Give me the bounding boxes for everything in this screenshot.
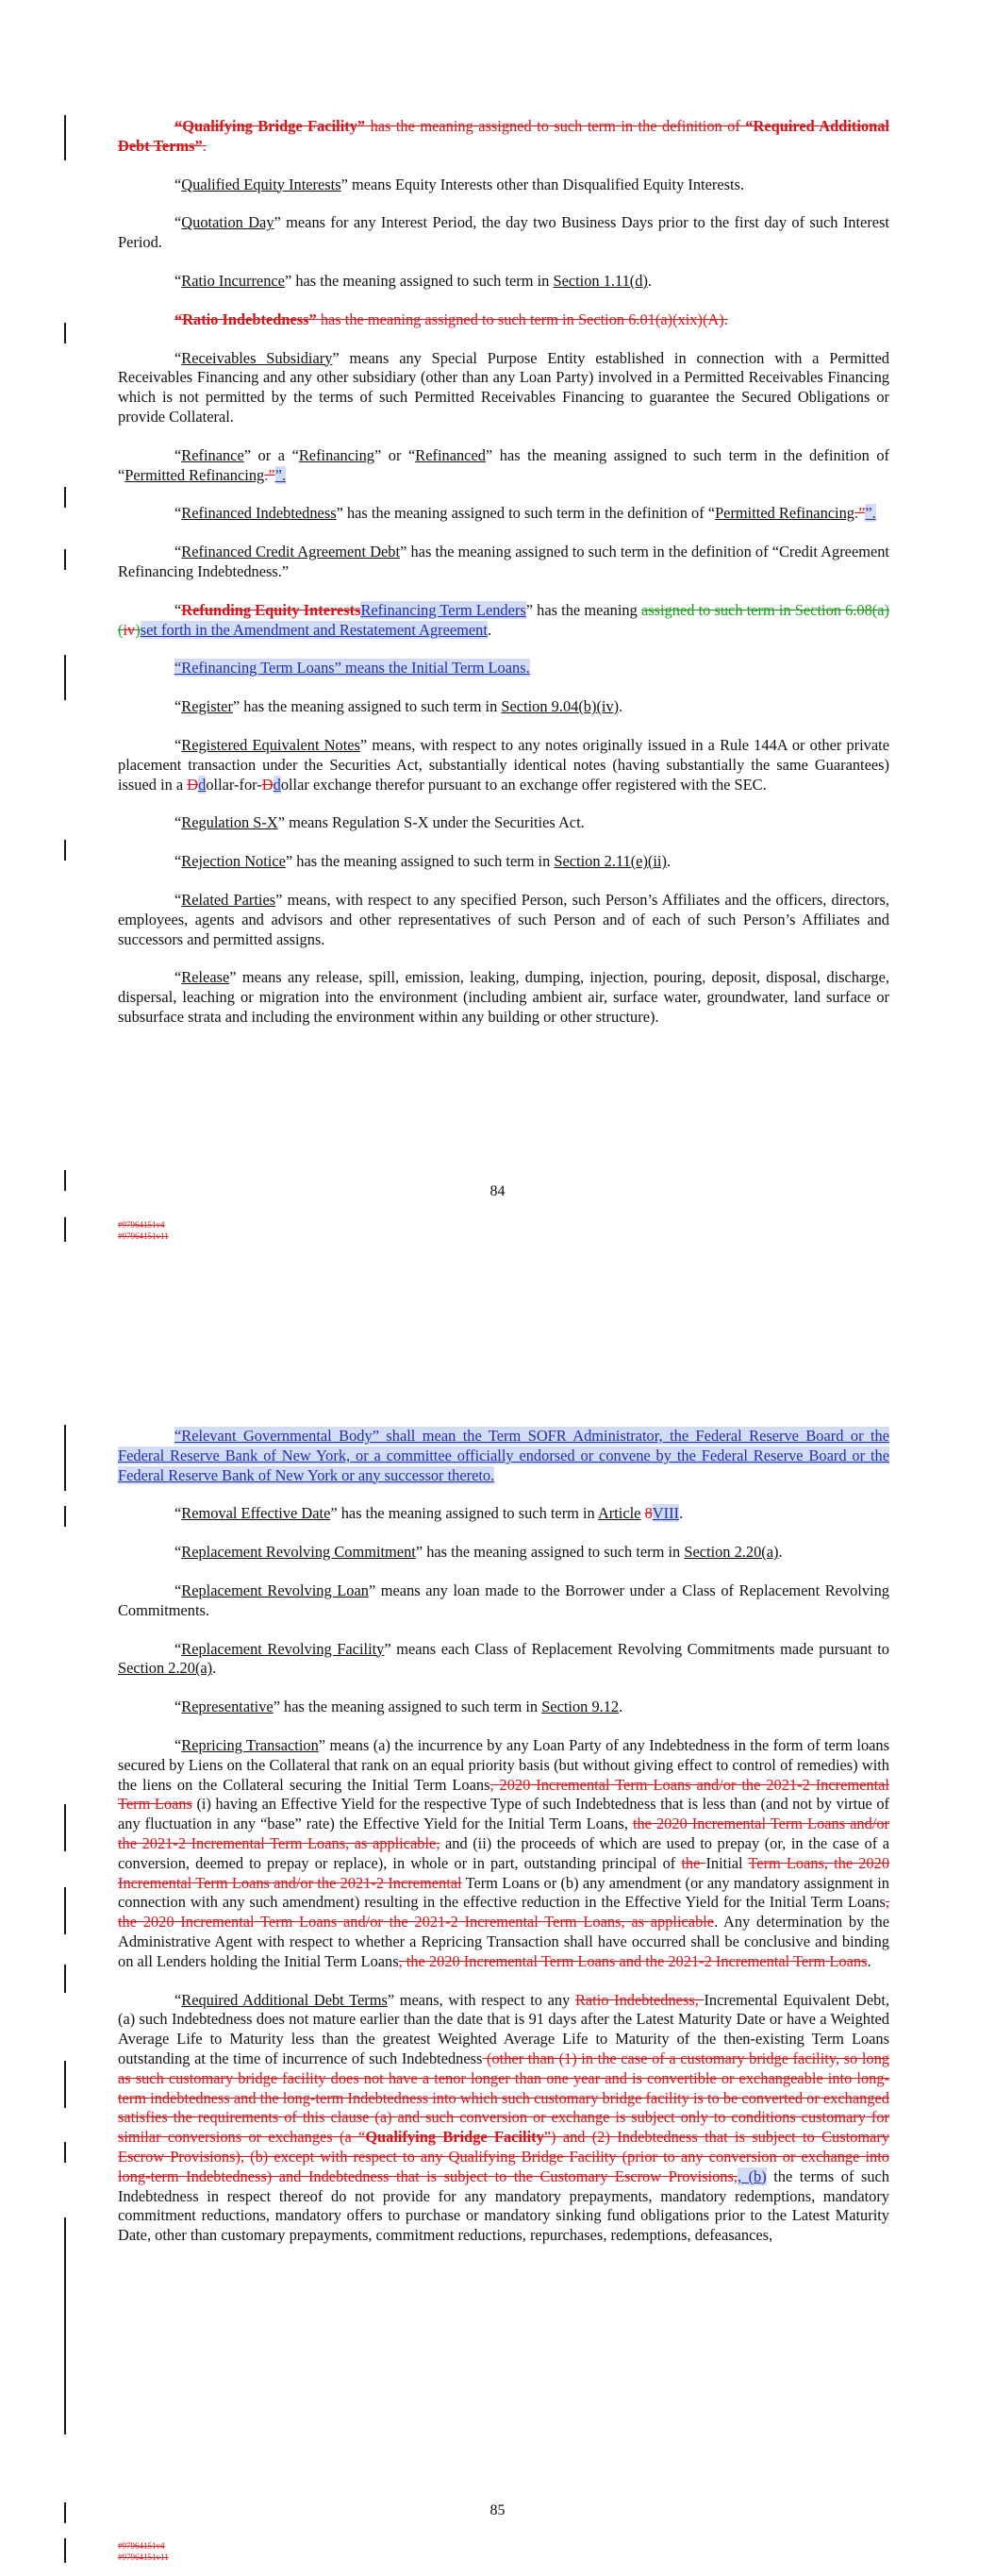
defined-term: Register	[181, 697, 233, 716]
defined-term: Required Additional Debt Terms	[181, 1990, 388, 2009]
definition-paragraph	[118, 310, 889, 330]
defined-term: Rejection Notice	[181, 852, 286, 871]
change-bar	[64, 655, 66, 700]
text-run: ollar exchange therefor pursuant to an exchange offer registered with the SEC.	[280, 775, 767, 794]
definition-paragraph	[118, 117, 889, 157]
defined-term: Removal Effective Date	[181, 1504, 331, 1523]
text-run: “	[174, 1698, 182, 1716]
definition-paragraph	[118, 504, 889, 524]
text-run: .	[212, 1659, 217, 1678]
change-bar	[64, 1506, 66, 1527]
text-run: “	[174, 1543, 182, 1562]
definition-paragraph	[118, 1581, 889, 1621]
text-run: “	[174, 175, 182, 193]
inserted-text: VIII	[652, 1504, 679, 1523]
defined-term: Receivables Subsidiary	[181, 348, 333, 367]
text-run: .	[487, 620, 492, 639]
text-run: .	[619, 697, 623, 716]
change-bar	[64, 2061, 66, 2108]
text-run: .	[778, 1543, 783, 1562]
defined-term: Replacement Revolving Loan	[181, 1581, 369, 1599]
text-run: the terms of such Indebtedness in respect thereof do not provide for any mandatory prepayments, mandatory redemptions, mandatory commitment reductions, mandatory offers to purchase or mandatory sinking fund obligations prior to the Latest Maturity Date, other than customary prepayments, commitment reductions, repurchases, redemptions, defeasances,	[118, 2166, 889, 2245]
definition-paragraph	[118, 601, 889, 641]
change-bar	[64, 2142, 66, 2163]
text-run: ” means any loan made to the Borrower under a Class of Replacement Revolving Commitments.	[118, 1581, 889, 1619]
text-run: “	[174, 1639, 182, 1658]
defined-term: Ratio Incurrence	[181, 271, 285, 290]
definition-paragraph	[118, 176, 889, 195]
defined-term: Section 9.12	[541, 1698, 620, 1716]
deleted-text: D	[187, 775, 199, 794]
inserted-text: , (b)	[737, 2166, 767, 2185]
document-id: #97964151v11	[118, 2552, 169, 2562]
deleted-text: (other than (1) in the case of a customary bridge facility, so long as such customary bridge facility does not have a tenor longer than one year and is convertible or exchangeable into long-term indebtedness and the long-term Indebtedness into which such customary bridge facility is to be converted or exchanged satisfies the requirements of this clause (a) and such conversion or exchange is subject only to conditions customary for similar conversions or exchanges (a “	[118, 2049, 889, 2147]
change-bar	[64, 1887, 66, 1934]
text-run: .	[619, 1698, 623, 1716]
page-number: 85	[489, 2502, 506, 2518]
deleted-text: iv	[123, 620, 136, 639]
defined-term: Related Parties	[181, 890, 276, 909]
text-run: ” has the meaning assigned to such term in	[415, 1543, 685, 1562]
deleted-text: Refunding Equity Interests	[181, 600, 361, 619]
text-run: “	[174, 890, 182, 909]
text-run: ” means any release, spill, emission, leaking, dumping, injection, pouring, deposit, disposal, discharge, dispersal, leaching or migration into the environment (including ambient air, surface water, groundwater, land surface or subsurface strata and including the environment within any building or other structure).	[118, 968, 889, 1026]
definition-paragraph	[118, 1504, 889, 1524]
defined-term: Refinanced	[415, 445, 486, 464]
document-id: #97964151v4	[118, 1220, 165, 1229]
defined-term: Representative	[181, 1698, 274, 1716]
text-run: ” means, with respect to any notes originally issued in a Rule 144A or other private placement transaction under the Securities Act, substantially identical notes (having substantially the same Guarantees) issued in a	[118, 735, 889, 794]
defined-term: Quotation Day	[181, 213, 274, 232]
definition-paragraph	[118, 891, 889, 949]
text-run: “	[174, 813, 182, 832]
defined-term: Regulation S-X	[181, 813, 278, 832]
defined-term: Article	[597, 1504, 641, 1523]
page-85-body	[118, 1427, 889, 2265]
deleted-text: Ratio Indebtedness,	[574, 1990, 705, 2009]
defined-term: Replacement Revolving Commitment	[181, 1543, 416, 1562]
defined-term: Section 2.20(a)	[118, 1659, 213, 1678]
text-run: ” has the meaning assigned to such term in	[232, 697, 502, 716]
inserted-text: set forth in the Amendment and Restatement Agreement	[140, 620, 488, 639]
defined-term: Refinance	[181, 445, 244, 464]
change-bar	[64, 115, 66, 160]
defined-term: Refinanced Credit Agreement Debt	[181, 543, 401, 561]
text-run: “	[174, 735, 182, 754]
definition-paragraph	[118, 213, 889, 253]
change-bar	[64, 549, 66, 570]
definition-paragraph	[118, 1698, 889, 1717]
change-bar	[64, 1217, 66, 1242]
definition-paragraph	[118, 968, 889, 1027]
text-run: “	[174, 271, 182, 290]
defined-term: Section 2.11(e)(ii)	[554, 852, 667, 871]
definition-paragraph	[118, 852, 889, 872]
inserted-text: “Refinancing Term Loans” means the Initial Term Loans.	[174, 659, 530, 677]
text-run: “	[174, 697, 182, 716]
defined-term: Permitted Refinancing	[715, 504, 854, 523]
definition-paragraph	[118, 446, 889, 486]
text-run: ” has the meaning assigned to such term in	[284, 271, 554, 290]
text-run: ” means for any Interest Period, the day two Business Days prior to the first day of such Interest Period.	[118, 213, 889, 252]
text-run: ” has the meaning assigned to such term in the definition of “Credit Agreement Refinancing Indebtedness.”	[118, 543, 889, 580]
text-run: ” has the meaning assigned to such term in	[273, 1698, 542, 1716]
defined-term: Replacement Revolving Facility	[181, 1639, 385, 1658]
page-number: 84	[489, 1183, 506, 1199]
defined-term: Repricing Transaction	[181, 1735, 319, 1754]
definition-paragraph	[118, 1991, 889, 2246]
text-run: “	[174, 1581, 182, 1599]
definition-paragraph	[118, 736, 889, 795]
change-bar	[64, 2217, 66, 2434]
defined-term: Qualified Equity Interests	[181, 175, 341, 193]
definition-paragraph	[118, 1736, 889, 1972]
change-bar	[64, 487, 66, 508]
definition-paragraph	[118, 349, 889, 427]
definition-paragraph	[118, 659, 889, 678]
inserted-text: d	[198, 775, 207, 794]
defined-term: Section 9.04(b)(iv)	[501, 697, 620, 716]
deleted-text: “Qualifying Bridge Facility”	[174, 117, 366, 135]
definition-paragraph	[118, 1640, 889, 1680]
deleted-text: the	[681, 1853, 706, 1872]
change-bar	[64, 1965, 66, 1993]
change-bar	[64, 323, 66, 343]
document-id: #97964151v11	[118, 1231, 169, 1241]
deleted-text: , 2020 Incremental Term Loans and/or the 2021-2 Incremental Term Loans	[118, 1775, 889, 1814]
text-run: ” means, with respect to any specified Person, such Person’s Affiliates and the officers, directors, employees, agents and advisors and other representatives of such Person and of each of such Person’s Affiliates and successors and permitted assigns.	[118, 890, 889, 948]
text-run: ” has the meaning assigned to such term in the definition of “	[118, 445, 889, 484]
deleted-text: has the meaning assigned to such term in the definition of	[365, 117, 746, 135]
page-84-body	[118, 117, 889, 1046]
deleted-text: “Ratio Indebtedness”	[174, 309, 317, 328]
deleted-text: .”	[854, 504, 866, 523]
inserted-text: Refinancing Term Lenders	[360, 600, 526, 619]
text-run: (i) having an Effective Yield for the respective Type of such Indebtedness that is less than (and not by virtue of any fluctuation in any “base” rate) the Effective Yield for the Initial Term Loans,	[118, 1795, 889, 1833]
text-run: “	[174, 1990, 182, 2009]
document-id: #97964151v4	[118, 2541, 165, 2551]
text-run: ” means Regulation S-X under the Securities Act.	[277, 813, 585, 832]
deleted-text: the 2020 Incremental Term Loans and/or the 2021-2 Incremental Term Loans, as applicable,	[118, 1815, 889, 1852]
text-run: ” has the meaning assigned to such term in	[285, 852, 555, 871]
text-run: “	[174, 348, 182, 367]
definition-paragraph	[118, 1427, 889, 1485]
deleted-text: Qualifying Bridge Facility	[365, 2128, 544, 2147]
change-bar	[64, 840, 66, 861]
definition-paragraph	[118, 1543, 889, 1563]
definition-paragraph	[118, 543, 889, 582]
definition-paragraph	[118, 697, 889, 717]
text-run: ” means (a) the incurrence by any Loan Party of any Indebtedness in the form of term loans secured by Liens on the Collateral that rank on an equal priority basis (but without giving effect to control of remedies) with the liens on the Collateral securing the Initial Term Loans	[118, 1735, 889, 1794]
defined-term: Refinanced Indebtedness	[181, 504, 337, 523]
deleted-text: “Required Additional Debt Terms”	[118, 117, 889, 155]
text-run: Term Loans or (b) any amendment (or any mandatory assignment in connection with any such amendment) resulting in the effective reduction in the Effective Yield for the Initial Term Loans	[118, 1873, 889, 1912]
deleted-text: .”	[264, 465, 275, 484]
defined-term: Release	[181, 968, 230, 987]
text-run: ” means, with respect to any	[387, 1990, 575, 2009]
text-run: and (ii) the proceeds of which are used to prepay (or, in the case of a conversion, deemed to prepay or replace), in whole or in part, outstanding principal of	[118, 1833, 889, 1872]
text-run: “	[174, 504, 182, 523]
text-run: “	[174, 600, 182, 619]
deleted-text: 8	[644, 1504, 653, 1523]
text-run: “	[174, 968, 182, 987]
definition-paragraph	[118, 813, 889, 833]
defined-term: Permitted Refinancing	[124, 465, 265, 484]
inserted-text: ”.	[865, 504, 876, 523]
deleted-text: D	[261, 775, 274, 794]
deleted-text: assigned to such term in Section 6.08(a)(	[118, 600, 889, 639]
defined-term: Refinancing	[298, 445, 374, 464]
text-run: “	[174, 1504, 182, 1523]
deleted-text: , the 2020 Incremental Term Loans and the 2021-2 Incremental Term Loans	[398, 1951, 868, 1970]
text-run: Initial	[705, 1853, 749, 1872]
text-run: “	[174, 852, 182, 871]
text-run: “	[174, 543, 182, 561]
text-run: ” has the meaning assigned to such term in the definition of “	[336, 504, 716, 523]
text-run: ” means any Special Purpose Entity established in connection with a Permitted Receivables Financing and any other subsidiary (other than any Loan Party) involved in a Permitted Receivables Financing which is not permitted by the terms of such Permitted Receivables Financing to guarantee the Secured Obligations or provide Collateral.	[118, 348, 889, 426]
inserted-text: “Relevant Governmental Body” shall mean the Term SOFR Administrator, the Federal Reserve Board or the Federal Reserve Bank of New York, or a committee officially endorsed or convene by the Federal Reserve Board or the Federal Reserve Bank of New York or any successor thereto.	[118, 1427, 889, 1484]
deleted-text: , the 2020 Incremental Term Loans and/or the 2021-2 Incremental Term Loans, as applicable	[118, 1893, 889, 1932]
deleted-text: )	[135, 620, 141, 639]
text-run: ” has the meaning	[525, 600, 641, 619]
text-run: ” has the meaning assigned to such term in	[330, 1504, 598, 1523]
text-run: ” means each Class of Replacement Revolving Commitments made pursuant to	[384, 1639, 889, 1658]
text-run: ” or a “	[243, 445, 299, 464]
text-run: ollar-for-	[206, 775, 262, 794]
deleted-text: has the meaning assigned to such term in Section 6.01(a)(xix)(A).	[316, 309, 728, 328]
text-run: .	[647, 271, 653, 290]
text-run: Incremental Equivalent Debt, (a) such Indebtedness does not mature earlier than the date that is 91 days after the Latest Maturity Date or have a Weighted Average Life to Maturity less than the greatest Weighted Average Life to Maturity of the then-existing Term Loans outstanding at the time of incurrence of such Indebtedness	[118, 1990, 890, 2067]
text-run: “	[174, 445, 182, 464]
deleted-text: ”) and (2) Indebtedness that is subject to Customary Escrow Provisions), (b) except with respect to any Qualifying Bridge Facility (prior to any conversion or exchange into long-term Indebtedness) and Indebtedness that is subject to the Customary Escrow Provisions,	[118, 2128, 889, 2185]
defined-term: Section 2.20(a)	[684, 1543, 779, 1562]
inserted-text: d	[273, 775, 281, 794]
text-run: .	[679, 1504, 684, 1523]
text-run: “	[174, 1735, 182, 1754]
definition-paragraph	[118, 272, 889, 292]
change-bar	[64, 1425, 66, 1491]
text-run: .	[666, 852, 672, 871]
text-run: ” or “	[373, 445, 416, 464]
inserted-text: ”.	[274, 465, 286, 484]
change-bar	[64, 1804, 66, 1851]
text-run: . Any determination by the Administrative Agent with respect to whether a Repricing Transaction shall have occurred shall be conclusive and binding on all Lenders holding the Initial Term Loans	[118, 1913, 889, 1970]
deleted-text: .	[202, 136, 207, 155]
change-bar	[64, 2538, 66, 2563]
deleted-text: Term Loans, the 2020 Incremental Term Loans and/or the 2021-2 Incremental	[118, 1853, 890, 1892]
text-run: .	[867, 1951, 871, 1970]
text-run: “	[174, 213, 182, 232]
text-run: ” means Equity Interests other than Disqualified Equity Interests.	[340, 175, 745, 193]
defined-term: Section 1.11(d)	[553, 271, 648, 290]
defined-term: Registered Equivalent Notes	[181, 735, 360, 754]
